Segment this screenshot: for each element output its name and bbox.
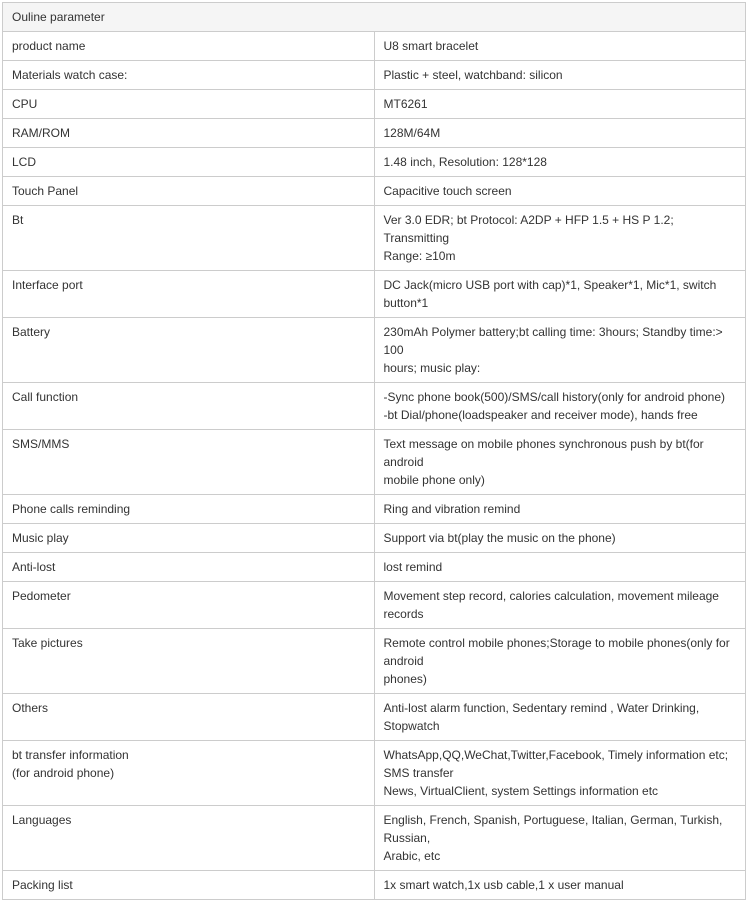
- table-row: [3, 553, 746, 582]
- spec-label: Phone calls reminding: [12, 502, 131, 516]
- spec-value: Range: ≥10m: [383, 249, 456, 263]
- table-row: [3, 383, 746, 430]
- spec-label: (for android phone): [12, 766, 115, 780]
- spec-value: -Sync phone book(500)/SMS/call history(only for android phone): [383, 390, 726, 404]
- spec-label-cell: [3, 90, 375, 119]
- spec-value-cell: [374, 90, 746, 119]
- spec-value: DC Jack(micro USB port with cap)*1, Speaker*1, Mic*1, switch button*1: [383, 278, 717, 310]
- spec-label-cell: [3, 206, 375, 271]
- spec-label-cell: [3, 119, 375, 148]
- spec-label: Battery: [12, 325, 51, 339]
- spec-label-cell: [3, 318, 375, 383]
- spec-label: product name: [12, 39, 86, 53]
- spec-table: [2, 2, 746, 900]
- spec-label: Materials watch case:: [12, 68, 128, 82]
- spec-value: -bt Dial/phone(loadspeaker and receiver mode), hands free: [383, 408, 698, 422]
- spec-value-cell: [374, 119, 746, 148]
- spec-label: Others: [12, 701, 49, 715]
- spec-value-cell: [374, 694, 746, 741]
- spec-value: hours; music play:: [383, 361, 481, 375]
- spec-label: Bt: [12, 213, 24, 227]
- spec-label-cell: [3, 495, 375, 524]
- spec-label: Languages: [12, 813, 72, 827]
- spec-label-cell: [3, 61, 375, 90]
- spec-label: Touch Panel: [12, 184, 79, 198]
- spec-value: Text message on mobile phones synchronous push by bt(for android: [383, 437, 704, 469]
- table-row: [3, 694, 746, 741]
- spec-label: Take pictures: [12, 636, 83, 650]
- spec-value: Movement step record, calories calculation, movement mileage records: [383, 589, 719, 621]
- spec-value: Capacitive touch screen: [383, 184, 512, 198]
- spec-value-cell: [374, 271, 746, 318]
- spec-label-cell: [3, 741, 375, 806]
- table-row: [3, 495, 746, 524]
- table-row: [3, 32, 746, 61]
- spec-label: CPU: [12, 97, 38, 111]
- table-row: [3, 741, 746, 806]
- spec-value-cell: [374, 148, 746, 177]
- spec-value: mobile phone only): [383, 473, 485, 487]
- table-row: [3, 206, 746, 271]
- spec-value-cell: [374, 806, 746, 871]
- spec-label-cell: [3, 271, 375, 318]
- spec-label-cell: [3, 430, 375, 495]
- table-row: [3, 148, 746, 177]
- spec-label-cell: [3, 177, 375, 206]
- spec-value-cell: [374, 524, 746, 553]
- spec-label: bt transfer information: [12, 748, 129, 762]
- spec-label: Interface port: [12, 278, 83, 292]
- spec-value: Support via bt(play the music on the phone): [383, 531, 616, 545]
- spec-label: Music play: [12, 531, 69, 545]
- spec-label: LCD: [12, 155, 37, 169]
- spec-value-cell: [374, 318, 746, 383]
- spec-label: Packing list: [12, 878, 73, 892]
- table-row: [3, 524, 746, 553]
- spec-value: MT6261: [383, 97, 428, 111]
- table-row: [3, 119, 746, 148]
- table-row: [3, 318, 746, 383]
- spec-label: RAM/ROM: [12, 126, 70, 140]
- spec-value: phones): [383, 672, 427, 686]
- spec-label-cell: [3, 694, 375, 741]
- spec-label-cell: [3, 806, 375, 871]
- spec-value: English, French, Spanish, Portuguese, Italian, German, Turkish, Russian,: [383, 813, 723, 845]
- table-row: [3, 61, 746, 90]
- spec-value-cell: [374, 582, 746, 629]
- spec-label: Call function: [12, 390, 79, 404]
- spec-value-cell: [374, 741, 746, 806]
- table-row: [3, 582, 746, 629]
- spec-value: 128M/64M: [383, 126, 441, 140]
- spec-label-cell: [3, 582, 375, 629]
- spec-value: 1.48 inch, Resolution: 128*128: [383, 155, 547, 169]
- spec-label-cell: [3, 553, 375, 582]
- spec-label-cell: [3, 871, 375, 900]
- spec-value: News, VirtualClient, system Settings information etc: [383, 784, 659, 798]
- spec-value: SMS transfer: [383, 766, 454, 780]
- table-row: [3, 430, 746, 495]
- spec-value: Anti-lost alarm function, Sedentary remind , Water Drinking, Stopwatch: [383, 701, 700, 733]
- spec-value-cell: [374, 32, 746, 61]
- spec-value-cell: [374, 206, 746, 271]
- table-row: [3, 90, 746, 119]
- spec-value: WhatsApp,QQ,WeChat,Twitter,Facebook, Timely information etc;: [383, 748, 729, 762]
- table-row: [3, 871, 746, 900]
- spec-label-cell: [3, 629, 375, 694]
- spec-value: 230mAh Polymer battery;bt calling time: 3hours; Standby time:> 100: [383, 325, 723, 357]
- spec-value-cell: [374, 629, 746, 694]
- spec-value-cell: [374, 177, 746, 206]
- spec-value-cell: [374, 383, 746, 430]
- table-header-cell: Ouline parameter: [3, 3, 746, 32]
- spec-value: Remote control mobile phones;Storage to mobile phones(only for android: [383, 636, 730, 668]
- spec-value: Arabic, etc: [383, 849, 441, 863]
- spec-value: Ring and vibration remind: [383, 502, 521, 516]
- spec-value-cell: [374, 61, 746, 90]
- spec-label-cell: [3, 148, 375, 177]
- spec-label-cell: [3, 32, 375, 61]
- spec-value-cell: [374, 871, 746, 900]
- spec-label-cell: [3, 383, 375, 430]
- spec-value: lost remind: [383, 560, 443, 574]
- spec-value: U8 smart bracelet: [383, 39, 479, 53]
- table-row: [3, 271, 746, 318]
- spec-label: Anti-lost: [12, 560, 56, 574]
- spec-value-cell: [374, 553, 746, 582]
- table-header-row: [3, 3, 746, 32]
- spec-value-cell: [374, 495, 746, 524]
- spec-value: 1x smart watch,1x usb cable,1 x user manual: [383, 878, 624, 892]
- spec-label: SMS/MMS: [12, 437, 70, 451]
- spec-value: Plastic + steel, watchband: silicon: [383, 68, 563, 82]
- spec-value: Ver 3.0 EDR; bt Protocol: A2DP + HFP 1.5 + HS P 1.2; Transmitting: [383, 213, 674, 245]
- spec-table-body: [3, 3, 746, 900]
- spec-value-cell: [374, 430, 746, 495]
- table-row: [3, 806, 746, 871]
- spec-label-cell: [3, 524, 375, 553]
- table-row: [3, 177, 746, 206]
- spec-label: Pedometer: [12, 589, 71, 603]
- table-row: [3, 629, 746, 694]
